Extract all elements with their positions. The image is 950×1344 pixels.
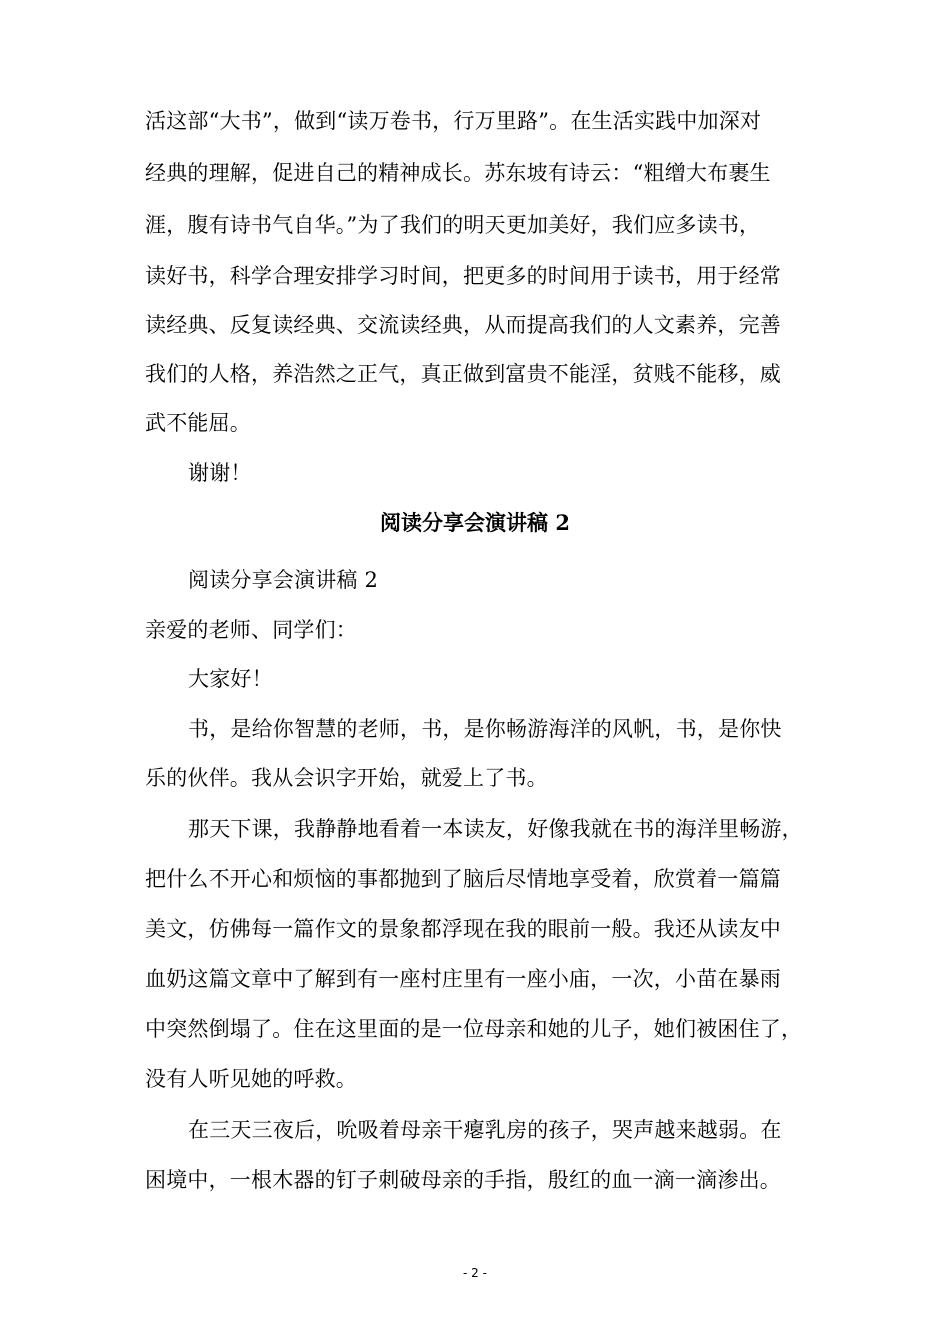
text-line: 读好书，科学合理安排学习时间，把更多的时间用于读书，用于经常 <box>145 264 781 288</box>
greeting-line: 大家好！ <box>188 667 273 691</box>
paragraph-line: 没有人听见她的呼救。 <box>145 1067 357 1091</box>
page-number: - 2 - <box>463 1266 487 1280</box>
text-line: 读经典、反复读经典、交流读经典，从而提高我们的人文素养，完善 <box>145 313 781 337</box>
text-line: 经典的理解，促进自己的精神成长。苏东坡有诗云：“粗缯大布裹生 <box>145 161 771 185</box>
paragraph-line: 困境中，一根木器的钉子刺破母亲的手指，殷红的血一滴一滴渗出。 <box>145 1168 781 1192</box>
paragraph-line: 乐的伙伴。我从会识字开始，就爱上了书。 <box>145 766 548 790</box>
text-line: 活这部“大书”，做到“读万卷书，行万里路”。在生活实践中加深对 <box>145 109 762 133</box>
paragraph-line: 书，是给你智慧的老师，书，是你畅游海洋的风帆，书，是你快 <box>188 717 782 741</box>
text-line: 我们的人格，养浩然之正气，真正做到富贵不能淫，贫贱不能移，威 <box>145 362 781 386</box>
salutation-line: 亲爱的老师、同学们： <box>145 618 357 642</box>
paragraph-line: 美文，仿佛每一篇作文的景象都浮现在我的眼前一般。我还从读友中 <box>145 917 781 941</box>
paragraph-line: 血奶这篇文章中了解到有一座村庄里有一座小庙，一次，小苗在暴雨 <box>145 967 781 991</box>
text-line: 武不能屈。 <box>145 411 251 435</box>
thanks-line: 谢谢！ <box>188 461 252 485</box>
paragraph-line: 在三天三夜后，吮吸着母亲干瘪乳房的孩子，哭声越来越弱。在 <box>188 1118 782 1142</box>
paragraph-line: 中突然倒塌了。住在这里面的是一位母亲和她的儿子，她们被困住了， <box>145 1017 803 1041</box>
subtitle-line: 阅读分享会演讲稿 2 <box>188 568 379 592</box>
paragraph-line: 那天下课，我静静地看着一本读友，好像我就在书的海洋里畅游， <box>188 817 803 841</box>
paragraph-line: 把什么不开心和烦恼的事都抛到了脑后尽情地享受着，欣赏着一篇篇 <box>145 867 781 891</box>
section-title: 阅读分享会演讲稿 2 <box>380 510 570 535</box>
text-line: 涯，腹有诗书气自华。”为了我们的明天更加美好，我们应多读书， <box>145 213 761 237</box>
